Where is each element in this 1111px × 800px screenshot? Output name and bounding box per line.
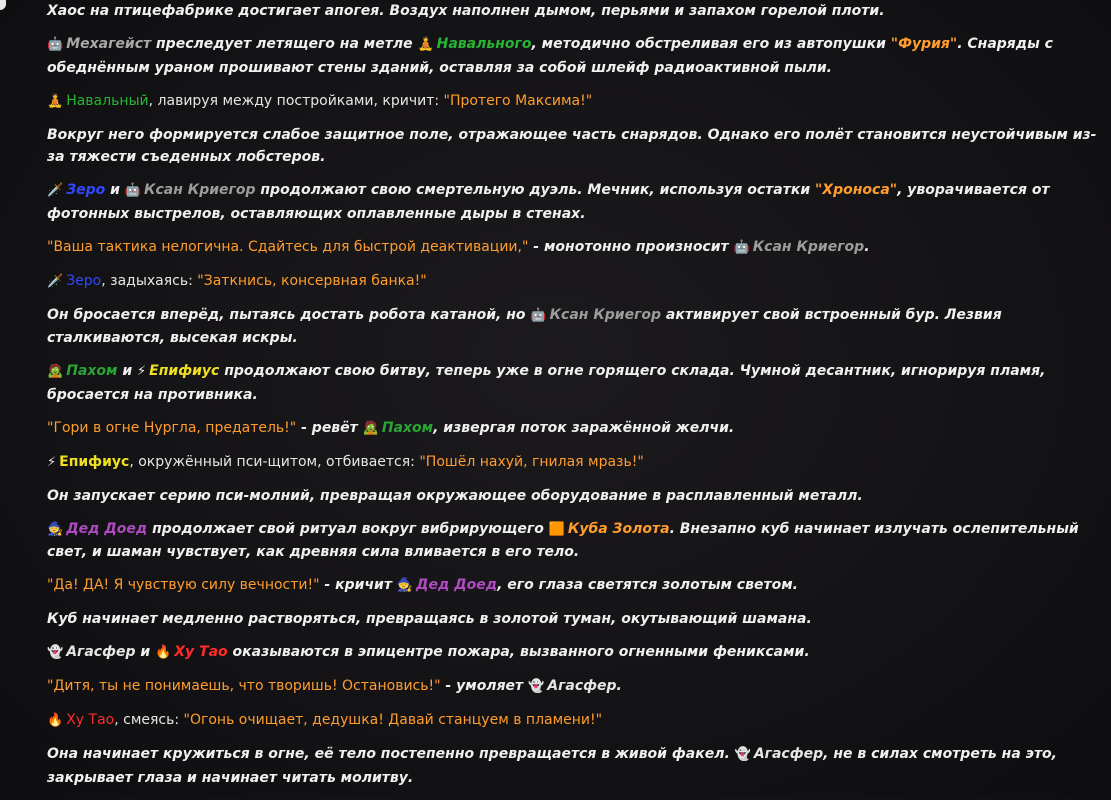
narration-text: преследует летящего на метле [151, 36, 418, 52]
narration-message [47, 0, 1097, 23]
dialogue-text: , задыхаясь: [101, 272, 198, 289]
narration-text: продолжают свою смертельную дуэль. Мечник, используя остатки [255, 182, 816, 198]
meditating-person-icon: 🧘 [47, 93, 64, 109]
character-name-zero: Зеро [66, 182, 106, 198]
character-name-ksan-kriegor: Ксан Криегор [144, 182, 256, 198]
character-name-agasfer: Агасфер [547, 678, 617, 694]
narration-text: Хаос на птицефабрике достигает апогея. Воздух наполнен дымом, перьями и запахом горелой плоти. [47, 3, 885, 19]
narration-text: - кричит [319, 577, 397, 593]
window-corner [0, 0, 6, 10]
narration-message [47, 360, 1097, 406]
quote: "Дитя, ты не понимаешь, что творишь! Остановись!" [47, 678, 441, 694]
lightning-icon: ⚡ [47, 454, 57, 470]
dialogue-message [47, 451, 1097, 475]
narration-text: - умоляет [440, 678, 529, 694]
character-name-navalny: Навальный [66, 92, 149, 109]
narration-message [47, 641, 1097, 665]
robot-icon: 🤖 [733, 239, 750, 255]
character-name-ksan-kriegor: Ксан Криегор [752, 238, 865, 255]
dialogue-message [47, 675, 1097, 699]
narration-message [47, 743, 1097, 789]
character-name-ksan-kriegor: Ксан Криегор [549, 306, 662, 323]
narration-message [47, 518, 1097, 564]
ghost-icon: 👻 [528, 679, 545, 694]
dialogue-message [47, 236, 1097, 260]
quote: "Заткнись, консервная банка!" [197, 272, 427, 289]
fire-icon: 🔥 [155, 645, 172, 660]
dialogue-message [47, 709, 1097, 733]
character-name-mechagheist: Мехагейст [66, 36, 152, 52]
dialogue-text: , окружённый пси-щитом, отбивается: [129, 453, 420, 470]
narration-message [47, 485, 1097, 508]
narration-text: , извергая поток заражённой желчи. [433, 419, 735, 436]
narration-text: продолжают свою битву, теперь уже в огне горящего склада. Чумной десантник, игнорируя пламя, бросается на противника. [47, 363, 1046, 403]
character-name-epifius: Епифиус [149, 363, 220, 379]
narration-text: - ревёт [296, 419, 363, 436]
lightning-icon: ⚡ [137, 364, 147, 379]
narration-text: , его глаза светятся золотым светом. [497, 577, 798, 593]
narration-text: . [616, 678, 622, 694]
dialogue-message [47, 574, 1097, 598]
narration-text: Куб начинает медленно растворяться, превращаясь в золотой туман, окутывающий шамана. [47, 611, 812, 627]
character-name-ded-doed: Дед Доед [416, 577, 498, 593]
wizard-icon: 🧙 [396, 578, 414, 593]
narration-text: продолжает свой ритуал вокруг вибрирующего [147, 520, 549, 537]
character-name-pakhom: Пахом [381, 419, 434, 436]
narration-text: активирует свой встроенный бур. Лезвия сталкиваются, высекая искры. [47, 306, 1002, 346]
quote: "Протего Максима!" [443, 92, 593, 109]
narration-text: оказываются в эпицентре пожара, вызванного огненными фениксами. [227, 644, 810, 660]
quote: "Пошёл нахуй, гнилая мразь!" [419, 453, 644, 470]
narration-message [47, 304, 1097, 350]
narration-message [47, 608, 1097, 631]
robot-icon: 🤖 [124, 183, 142, 198]
character-name-navalny: Навального [436, 36, 532, 52]
ghost-icon: 👻 [47, 645, 64, 660]
sword-icon: 🗡️ [47, 183, 64, 198]
gold-cube-icon: 🟧 [548, 521, 565, 537]
dialogue-text: , лавируя между постройками, кричит: [148, 92, 444, 109]
dialogue-message [47, 417, 1097, 441]
narration-text: Вокруг него формируется слабое защитное поле, отражающее часть снарядов. Однако его полёт становится неустойчивым из-за тяжести съеденных лобстеров. [47, 126, 1097, 165]
dialogue-text: , смеясь: [114, 712, 184, 728]
narration-text: и [117, 363, 138, 379]
chat-log [47, 0, 1097, 800]
character-name-epifius: Епифиус [59, 453, 130, 470]
item-name-gold-cube: Куба Золота [567, 520, 670, 537]
quote: "Да! ДА! Я чувствую силу вечности!" [47, 577, 320, 593]
narration-text: , уворачивается от фотонных выстрелов, оставляющих оплавленные дыры в стенах. [47, 182, 1050, 222]
character-name-hu-tao: Ху Тао [66, 712, 115, 728]
narration-text: . Внезапно куб начинает излучать ослепительный свет, и шаман чувствует, как древняя сила вливается в его тело. [47, 520, 1079, 560]
narration-text: . [864, 238, 870, 255]
dialogue-message [47, 270, 1097, 294]
character-name-ded-doed: Дед Доед [66, 520, 148, 537]
narration-text: и [135, 644, 156, 660]
weapon-name-furia: "Фурия" [890, 36, 958, 52]
quote: "Огонь очищает, дедушка! Давай станцуем в пламени!" [183, 712, 603, 728]
narration-text: . Снаряды с обеднённым ураном прошивают стены зданий, оставляя за собой шлейф радиоактивной пыли. [47, 36, 1053, 76]
character-name-hu-tao: Ху Тао [174, 644, 228, 660]
wizard-icon: 🧙 [47, 521, 64, 537]
character-name-pakhom: Пахом [66, 363, 118, 379]
robot-icon: 🤖 [47, 37, 64, 52]
narration-message [47, 124, 1097, 169]
character-name-agasfer: Агасфер [66, 644, 136, 660]
narration-text: Она начинает кружиться в огне, её тело постепенно превращается в живой факел. [47, 746, 735, 762]
narration-message [47, 33, 1097, 79]
dialogue-message [47, 90, 1097, 114]
narration-text: Он бросается вперёд, пытаясь достать робота катаной, но [47, 306, 531, 323]
robot-icon: 🤖 [530, 307, 547, 323]
narration-message [47, 179, 1097, 225]
narration-text: , не в силах смотреть на это, закрывает глаза и начинает читать молитву. [47, 746, 1057, 786]
narration-text: Он запускает серию пси-молний, превращая окружающее оборудование в расплавленный металл. [47, 487, 863, 504]
narration-text: , методично обстреливая его из автопушки [531, 36, 891, 52]
fire-icon: 🔥 [47, 713, 64, 728]
narration-text: - монотонно произносит [528, 238, 734, 255]
ghost-icon: 👻 [734, 747, 751, 762]
weapon-name-khronos: "Хроноса" [815, 182, 898, 198]
meditating-person-icon: 🧘 [417, 37, 434, 52]
quote: "Гори в огне Нургла, предатель!" [47, 419, 297, 436]
character-name-agasfer: Агасфер [753, 746, 824, 762]
narration-text: и [105, 182, 125, 198]
sword-icon: 🗡️ [47, 273, 64, 289]
zombie-icon: 🧟 [47, 364, 64, 379]
zombie-icon: 🧟 [362, 420, 379, 436]
character-name-zero: Зеро [66, 272, 102, 289]
quote: "Ваша тактика нелогична. Сдайтесь для быстрой деактивации," [47, 238, 529, 255]
